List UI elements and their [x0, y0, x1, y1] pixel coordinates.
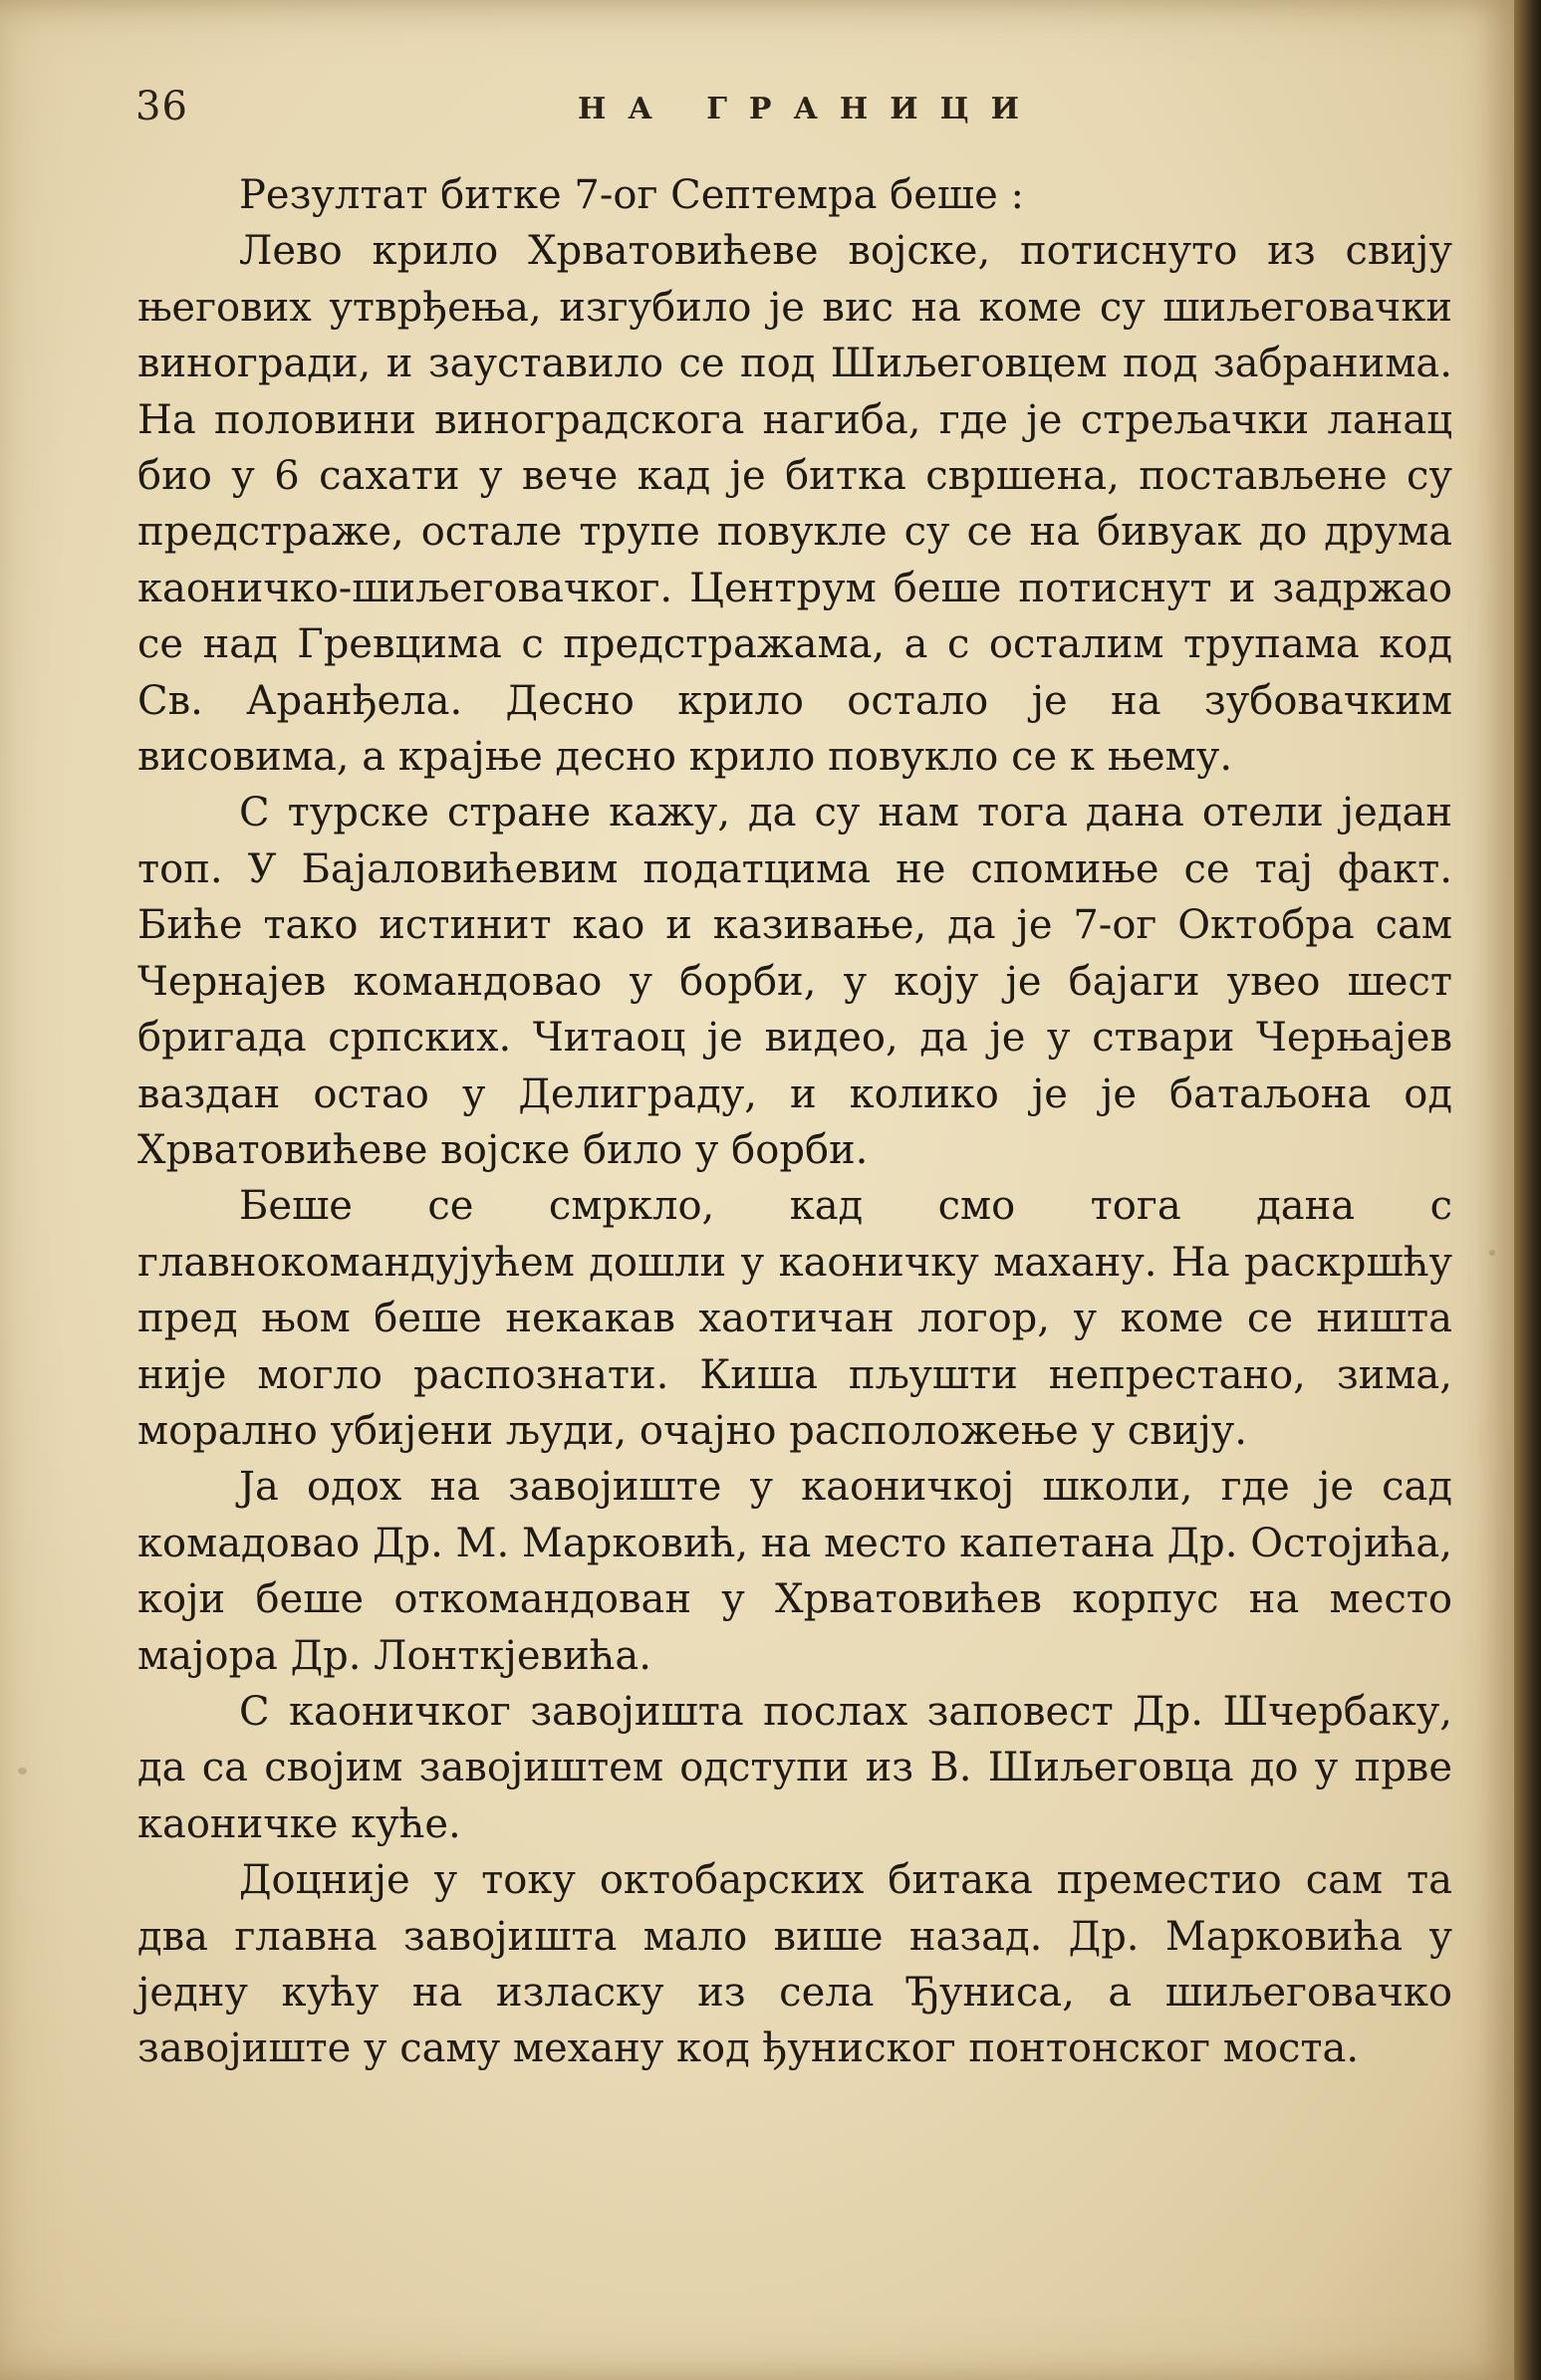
- paragraph: Лево крило Хрватовићеве војске, потиснуто из свију његових утврђења, изгубило је вис на коме су шиљеговачки виногради, и зауставило се под Шиљеговцем под забранима. На половини виноградскога нагиба, где је стрељачки ланац био у 6 сахати у вече кад је битка свршена, постављене су предстраже, остале трупе повукле су се на бивуак до друма каоничко-шиљеговачког. Центрум беше потиснут и задржао се над Гревцима с предстражама, а с осталим трупама код Св. Аранђела. Десно крило остало је на зубовачким висовима, а крајње десно крило повукло се к њему.: [137, 228, 1452, 781]
- body-text: [137, 167, 1452, 2077]
- paragraph: Беше се смркло, кад смо тога дана с главнокомандујућем дошли у каоничку махану. На раскршћу пред њом беше некакав хаотичан логор, у коме се ништа није могло распознати. Киша пљушти непрестано, зима, морално убијени људи, очајно расположење у свију.: [137, 1183, 1452, 1454]
- paper-stain: [18, 1768, 27, 1775]
- page-number: 36: [135, 84, 188, 129]
- page-header: [129, 84, 1454, 143]
- running-title: НА ГРАНИЦИ: [578, 92, 1041, 126]
- paragraph: Ја одох на завојиште у каоничкој школи, где је сад комадовао Др. М. Марковић, на место капетана Др. Остојића, који беше откомандован у Хрватовићев корпус на место мајора Др. Лонткјевића.: [137, 1464, 1452, 1679]
- paragraph: Доцније у току октобарских битака преместио сам та два главна завојишта мало више назад. Др. Марковића у једну кућу на изласку из села Ђуниса, а шиљеговачко завојиште у саму механу код ђуниског понтонског моста.: [137, 1857, 1452, 2072]
- paragraph: С каоничког завојишта послах заповест Др. Шчербаку, да са својим завојиштем одступи из В. Шиљеговца до у прве каоничке куће.: [137, 1688, 1452, 1847]
- paragraph: С турске стране кажу, да су нам тога дана отели један топ. У Бајаловићевим податцима не спомиње се тај факт. Биће тако истинит као и казивање, да је 7-ог Октобра сам Чернајев командовао у борби, у коју је бајаги увео шест бригада српских. Читаоц је видео, да је у ствари Черњајев ваздан остао у Делиграду, и колико је је батаљона од Хрватовићеве војске било у борби.: [137, 790, 1452, 1173]
- paragraph: Резултат битке 7-ог Септемра беше :: [239, 172, 1024, 218]
- paper-stain: [1489, 1250, 1495, 1256]
- page-binding-edge: [1514, 0, 1541, 2380]
